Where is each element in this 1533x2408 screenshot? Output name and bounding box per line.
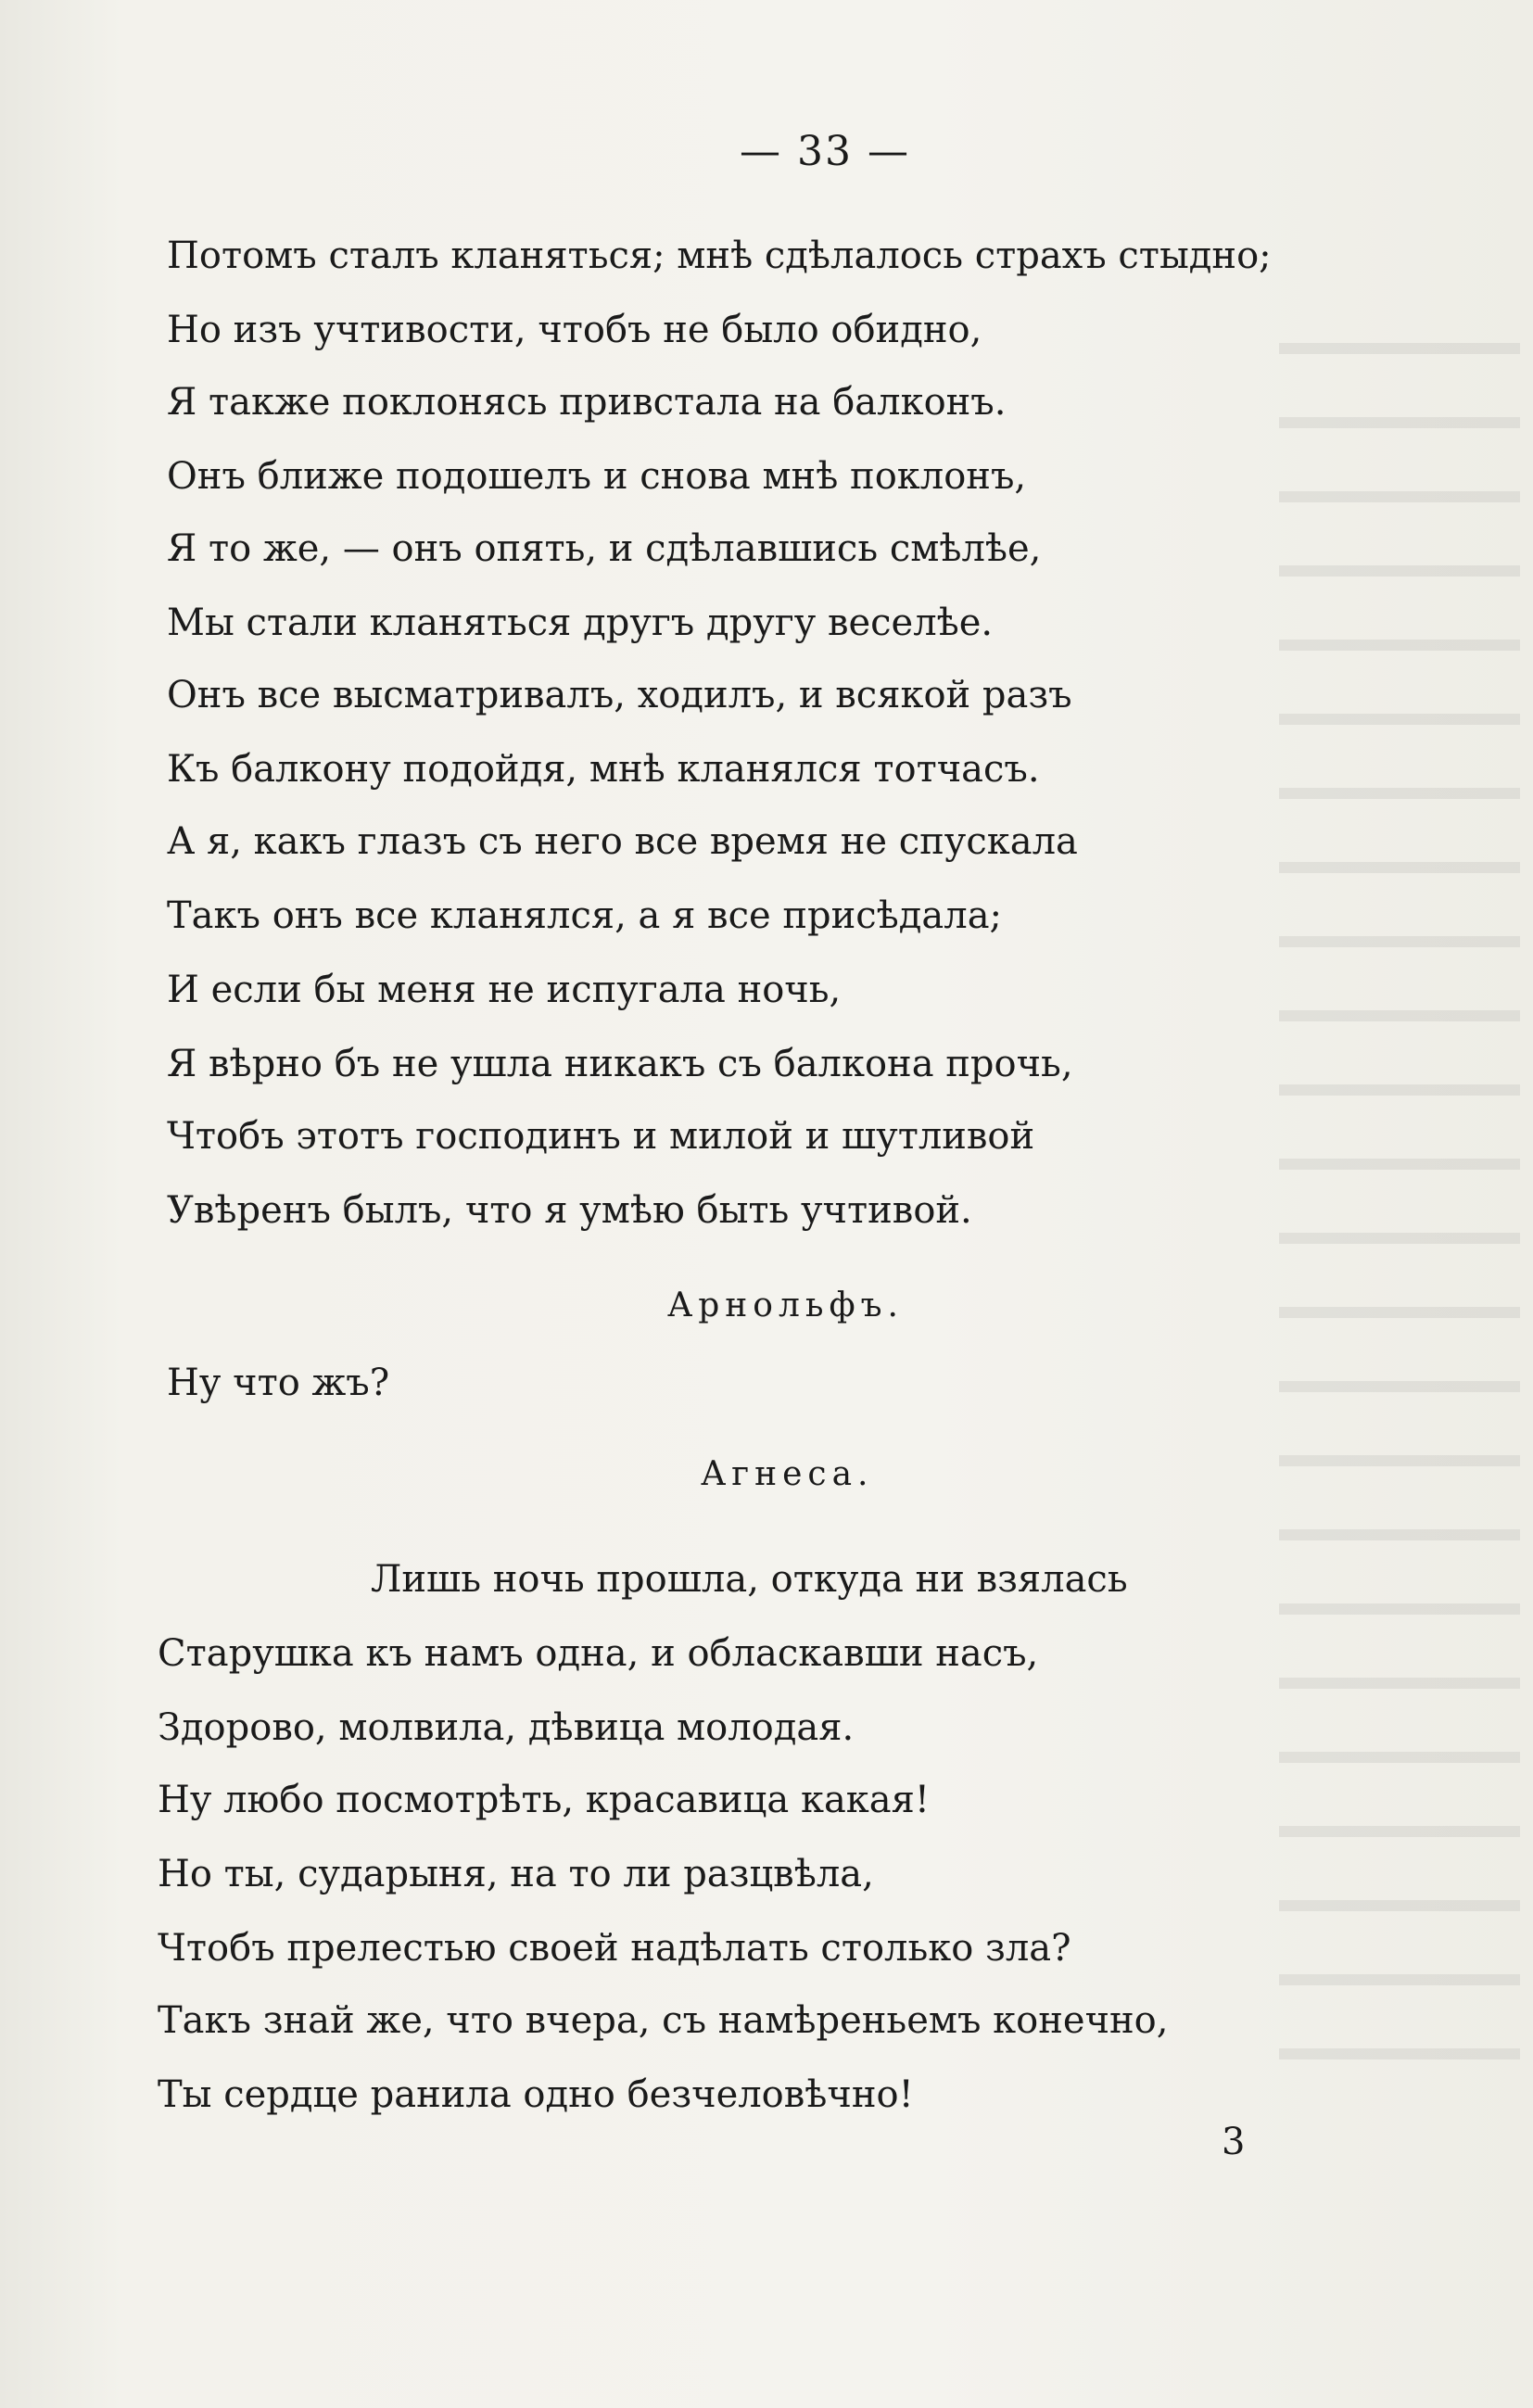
verse-line: Онъ все высматривалъ, ходилъ, и всякой разъ	[167, 674, 1072, 716]
verse-line: Я вѣрно бъ не ушла никакъ съ балкона прочь,	[167, 1043, 1073, 1085]
verse-line: Лишь ночь прошла, откуда ни взялась	[371, 1558, 1128, 1601]
verse-line: Ну что жъ?	[167, 1362, 390, 1404]
verse-line: Онъ ближе подошелъ и снова мнѣ поклонъ,	[167, 455, 1027, 498]
bleed-through-text	[1279, 297, 1520, 2113]
verse-line: Ты сердце ранила одно безчеловѣчно!	[158, 2073, 914, 2116]
signature-mark: 3	[1222, 2121, 1246, 2163]
verse-line: И если бы меня не испугала ночь,	[167, 969, 842, 1011]
verse-line: Чтобъ этотъ господинъ и милой и шутливой	[167, 1115, 1035, 1158]
page-number: — 33 —	[740, 128, 910, 175]
verse-line: Чтобъ прелестью своей надѣлать столько зла?	[158, 1927, 1071, 1970]
verse-line: Мы стали кланяться другъ другу веселѣе.	[167, 602, 994, 644]
speaker-name: Агнеса.	[701, 1455, 874, 1493]
verse-line: Я то же, — онъ опять, и сдѣлавшись смѣлѣе,	[167, 527, 1042, 570]
verse-line: Къ балкону подойдя, мнѣ кланялся тотчасъ.	[167, 748, 1040, 791]
verse-line: Такъ онъ все кланялся, а я все присѣдала;	[167, 894, 1003, 937]
verse-line: Здорово, молвила, дѣвица молодая.	[158, 1706, 855, 1749]
verse-line: Но изъ учтивости, чтобъ не было обидно,	[167, 309, 982, 351]
verse-line: Увѣренъ былъ, что я умѣю быть учтивой.	[167, 1189, 972, 1232]
verse-line: Ну любо посмотрѣть, красавица какая!	[158, 1779, 930, 1821]
verse-line: Я также поклонясь привстала на балконъ.	[167, 381, 1007, 424]
verse-line: Старушка къ намъ одна, и обласкавши насъ,	[158, 1632, 1039, 1675]
verse-line: Потомъ сталъ кланяться; мнѣ сдѣлалось страхъ стыдно;	[167, 234, 1272, 277]
verse-line: А я, какъ глазъ съ него все время не спускала	[167, 820, 1078, 863]
verse-line: Такъ знай же, что вчера, съ намѣреньемъ конечно,	[158, 1999, 1169, 2042]
speaker-name: Арнольфъ.	[667, 1286, 904, 1324]
verse-line: Но ты, сударыня, на то ли разцвѣла,	[158, 1853, 874, 1895]
